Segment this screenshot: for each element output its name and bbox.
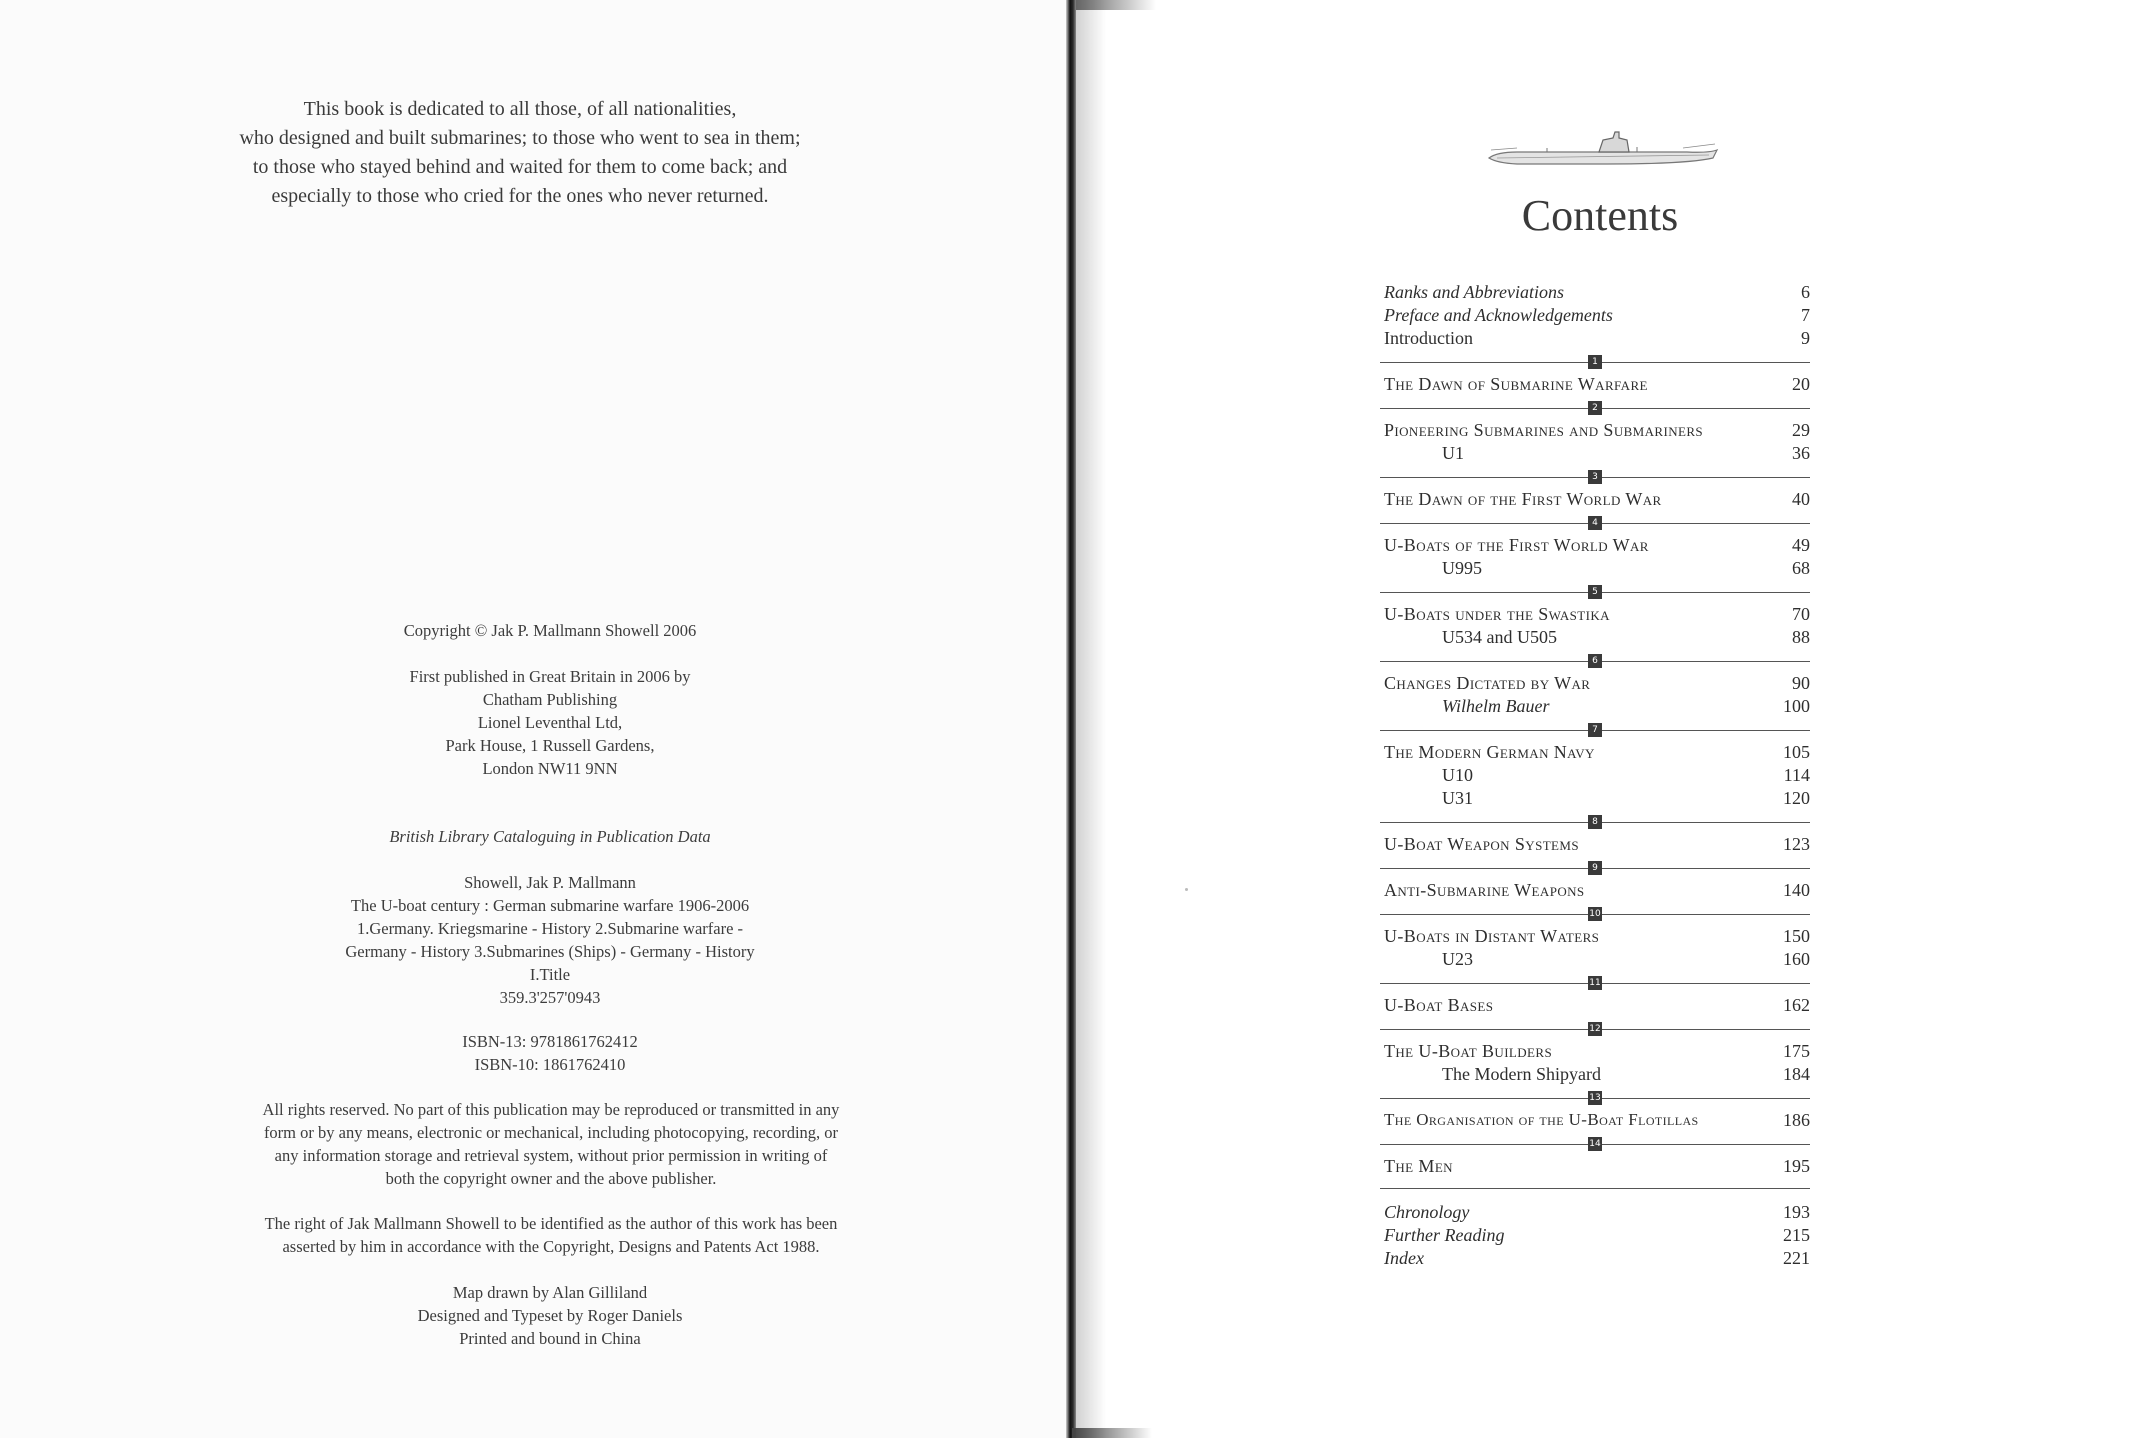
chapter-number: 12 <box>1589 1024 1601 1034</box>
credits-line: Designed and Typeset by Roger Daniels <box>417 1306 683 1325</box>
toc-entry-page: 6 <box>1801 282 1810 302</box>
dedication-line: especially to those who cried for the ones who never returned. <box>271 185 769 207</box>
toc-entry-index <box>1380 1246 1810 1270</box>
rights-line: All rights reserved. No part of this publication may be reproduced or transmitted in any <box>262 1100 840 1119</box>
chapter-number: 9 <box>1588 861 1602 875</box>
toc-chapter-2 <box>1380 418 1810 442</box>
toc-chapter-page: 70 <box>1792 604 1810 624</box>
toc-chapter-11 <box>1380 993 1810 1017</box>
toc-chapter-4 <box>1380 533 1810 557</box>
toc-chapter-title: The Dawn of Submarine Warfare <box>1384 374 1648 394</box>
chapter-divider <box>1380 1137 1810 1151</box>
chapter-number: 3 <box>1588 470 1602 484</box>
chapter-divider <box>1380 654 1810 668</box>
toc-chapter-title: Anti-Submarine Weapons <box>1384 880 1585 900</box>
chapter-number: 1 <box>1588 355 1602 369</box>
toc-entry-introduction <box>1380 326 1810 350</box>
chapter-divider <box>1380 355 1810 369</box>
cip-line: I.Title <box>529 965 571 984</box>
toc-chapter-title: U-Boat Weapon Systems <box>1384 834 1579 854</box>
chapter-divider <box>1380 976 1810 990</box>
toc-chapter-5 <box>1380 602 1810 626</box>
toc-subentry <box>1380 625 1810 649</box>
toc-chapter-10 <box>1380 924 1810 948</box>
cip-line: Germany - History 3.Submarines (Ships) - Germany - History <box>345 942 755 961</box>
chapter-number: 8 <box>1588 815 1602 829</box>
chapter-divider <box>1380 907 1810 921</box>
publisher-line: First published in Great Britain in 2006 by <box>409 667 691 686</box>
toc-entry-page: 193 <box>1783 1202 1810 1222</box>
page-edge-shadow <box>1076 0 1156 10</box>
toc-subentry-page: 160 <box>1783 949 1810 969</box>
toc-subentry-title: U10 <box>1442 765 1473 785</box>
dedication-line: to those who stayed behind and waited for them to come back; and <box>252 156 788 178</box>
toc-subentry-page: 114 <box>1783 765 1810 785</box>
toc-subentry-title: U31 <box>1442 788 1473 808</box>
toc-chapter-page: 186 <box>1783 1110 1810 1130</box>
toc-chapter-page: 123 <box>1783 834 1810 854</box>
chapter-number: 13 <box>1589 1093 1601 1103</box>
chapter-divider <box>1380 470 1810 484</box>
moral-right-notice <box>215 1212 887 1258</box>
publisher-line: London NW11 9NN <box>482 759 618 778</box>
toc-entry-further-reading <box>1380 1223 1810 1247</box>
toc-chapter-page: 49 <box>1792 535 1810 555</box>
rights-reserved <box>215 1098 887 1190</box>
toc-chapter-title: Pioneering Submarines and Submariners <box>1384 420 1704 440</box>
cip-line: Showell, Jak P. Mallmann <box>464 873 636 892</box>
toc-subentry <box>1380 694 1810 718</box>
chapter-divider <box>1380 401 1810 415</box>
toc-chapter-page: 150 <box>1783 926 1810 946</box>
toc-chapter-title: U-Boats in Distant Waters <box>1384 926 1600 946</box>
toc-chapter-7 <box>1380 740 1810 764</box>
dedication-line: who designed and built submarines; to those who went to sea in them; <box>239 127 801 149</box>
toc-chapter-title: The Dawn of the First World War <box>1384 489 1662 509</box>
toc-chapter-title: Changes Dictated by War <box>1384 673 1591 693</box>
dedication <box>215 95 825 211</box>
isbn-line: ISBN-13: 9781861762412 <box>462 1032 638 1051</box>
rights-line: any information storage and retrieval system, without prior permission in writing of <box>274 1146 828 1165</box>
toc-chapter-page: 175 <box>1783 1041 1810 1061</box>
copyright-line: Copyright © Jak P. Mallmann Showell 2006 <box>403 621 697 640</box>
chapter-divider <box>1380 1022 1810 1036</box>
moral-right-line: The right of Jak Mallmann Showell to be identified as the author of this work has been <box>264 1214 838 1233</box>
toc-chapter-title: The Men <box>1384 1156 1453 1176</box>
chapter-number: 14 <box>1589 1139 1601 1149</box>
toc-chapter-page: 105 <box>1783 742 1810 762</box>
toc-subentry-page: 88 <box>1792 627 1810 647</box>
toc-chapter-page: 140 <box>1783 880 1810 900</box>
toc-subentry <box>1380 947 1810 971</box>
toc-chapter-12 <box>1380 1039 1810 1063</box>
chapter-divider <box>1380 1091 1810 1105</box>
credits-line: Map drawn by Alan Gilliland <box>452 1283 648 1302</box>
moral-right-line: asserted by him in accordance with the Copyright, Designs and Patents Act 1988. <box>282 1237 820 1256</box>
toc-entry-title: Introduction <box>1384 328 1473 348</box>
toc-entry-title: Preface and Acknowledgements <box>1384 305 1613 325</box>
toc-chapter-8 <box>1380 832 1810 856</box>
chapter-divider <box>1380 815 1810 829</box>
toc-entry-chronology <box>1380 1200 1810 1224</box>
chapter-number: 4 <box>1588 516 1602 530</box>
chapter-number: 5 <box>1588 585 1602 599</box>
toc-subentry <box>1380 1062 1810 1086</box>
isbn-block <box>200 1030 900 1076</box>
page-edge-shadow <box>1072 1428 1152 1438</box>
toc-chapter-page: 195 <box>1783 1156 1810 1176</box>
print-speck <box>1185 888 1188 891</box>
chapter-divider <box>1380 861 1810 875</box>
book-gutter <box>1066 0 1076 1438</box>
publisher-line: Chatham Publishing <box>482 690 618 709</box>
toc-chapter-6 <box>1380 671 1810 695</box>
chapter-number: 7 <box>1588 723 1602 737</box>
toc-chapter-title: The U-Boat Builders <box>1384 1041 1553 1061</box>
toc-chapter-title: U-Boats of the First World War <box>1384 535 1649 555</box>
toc-chapter-title: U-Boat Bases <box>1384 995 1494 1015</box>
cip-heading-text: British Library Cataloguing in Publication Data <box>389 827 711 846</box>
publisher-block <box>200 665 900 780</box>
dedication-line: This book is dedicated to all those, of all nationalities, <box>303 98 737 120</box>
toc-chapter-page: 29 <box>1792 420 1810 440</box>
toc-subentry-title: U534 and U505 <box>1442 627 1557 647</box>
chapter-divider <box>1380 723 1810 737</box>
toc-chapter-13 <box>1380 1108 1810 1132</box>
cip-line: 359.3'257'0943 <box>499 988 601 1007</box>
chapter-number: 6 <box>1588 654 1602 668</box>
toc-entry-page: 221 <box>1783 1248 1810 1268</box>
rights-line: form or by any means, electronic or mechanical, including photocopying, recording, or <box>263 1123 839 1142</box>
toc-chapter-1 <box>1380 372 1810 396</box>
cip-heading <box>200 825 900 848</box>
toc-chapter-title: The Organisation of the U-Boat Flotillas <box>1384 1110 1699 1129</box>
publisher-line: Park House, 1 Russell Gardens, <box>445 736 655 755</box>
toc-entry-title: Further Reading <box>1384 1225 1505 1245</box>
toc-entry-page: 215 <box>1783 1225 1810 1245</box>
toc-subentry <box>1380 441 1810 465</box>
toc-entry-title: Index <box>1384 1248 1424 1268</box>
toc-entry-page: 9 <box>1801 328 1810 348</box>
toc-subentry-page: 184 <box>1783 1064 1810 1084</box>
toc-chapter-14 <box>1380 1154 1810 1178</box>
credits-line: Printed and bound in China <box>459 1329 641 1348</box>
submarine-icon <box>1487 128 1719 178</box>
toc-chapter-title: The Modern German Navy <box>1384 742 1595 762</box>
copyright-notice <box>200 619 900 642</box>
toc-chapter-page: 40 <box>1792 489 1810 509</box>
toc-subentry <box>1380 556 1810 580</box>
toc-entry-preface <box>1380 303 1810 327</box>
toc-subentry-title: Wilhelm Bauer <box>1442 696 1550 716</box>
contents-title: Contents <box>1521 191 1679 240</box>
toc-subentry-page: 68 <box>1792 558 1810 578</box>
cip-line: The U-boat century : German submarine warfare 1906-2006 <box>350 896 750 915</box>
publisher-line: Lionel Leventhal Ltd, <box>477 713 623 732</box>
chapter-number: 2 <box>1588 401 1602 415</box>
credits-block <box>200 1281 900 1350</box>
chapter-number: 10 <box>1589 909 1601 919</box>
toc-subentry <box>1380 786 1810 810</box>
toc-chapter-9 <box>1380 878 1810 902</box>
isbn-line: ISBN-10: 1861762410 <box>474 1055 626 1074</box>
toc-entry-page: 7 <box>1801 305 1810 325</box>
toc-chapter-page: 90 <box>1792 673 1810 693</box>
toc-subentry-page: 120 <box>1783 788 1810 808</box>
chapter-number: 11 <box>1589 978 1601 988</box>
toc-chapter-3 <box>1380 487 1810 511</box>
toc-entry-ranks <box>1380 280 1810 304</box>
rights-line: both the copyright owner and the above publisher. <box>385 1169 717 1188</box>
toc-subentry-title: U1 <box>1442 443 1464 463</box>
toc-chapter-title: U-Boats under the Swastika <box>1384 604 1610 624</box>
toc-entry-title: Chronology <box>1384 1202 1470 1222</box>
chapter-divider <box>1380 585 1810 599</box>
cip-line: 1.Germany. Kriegsmarine - History 2.Submarine warfare - <box>356 919 744 938</box>
toc-subentry-title: U23 <box>1442 949 1473 969</box>
toc-subentry-page: 36 <box>1792 443 1810 463</box>
cip-data <box>200 871 900 1009</box>
toc-subentry <box>1380 763 1810 787</box>
toc-divider <box>1380 1188 1810 1189</box>
toc-entry-title: Ranks and Abbreviations <box>1384 282 1564 302</box>
toc-chapter-page: 20 <box>1792 374 1810 394</box>
chapter-divider <box>1380 516 1810 530</box>
toc-chapter-page: 162 <box>1783 995 1810 1015</box>
toc-subentry-page: 100 <box>1783 696 1810 716</box>
toc-subentry-title: The Modern Shipyard <box>1442 1064 1601 1084</box>
toc-subentry-title: U995 <box>1442 558 1482 578</box>
